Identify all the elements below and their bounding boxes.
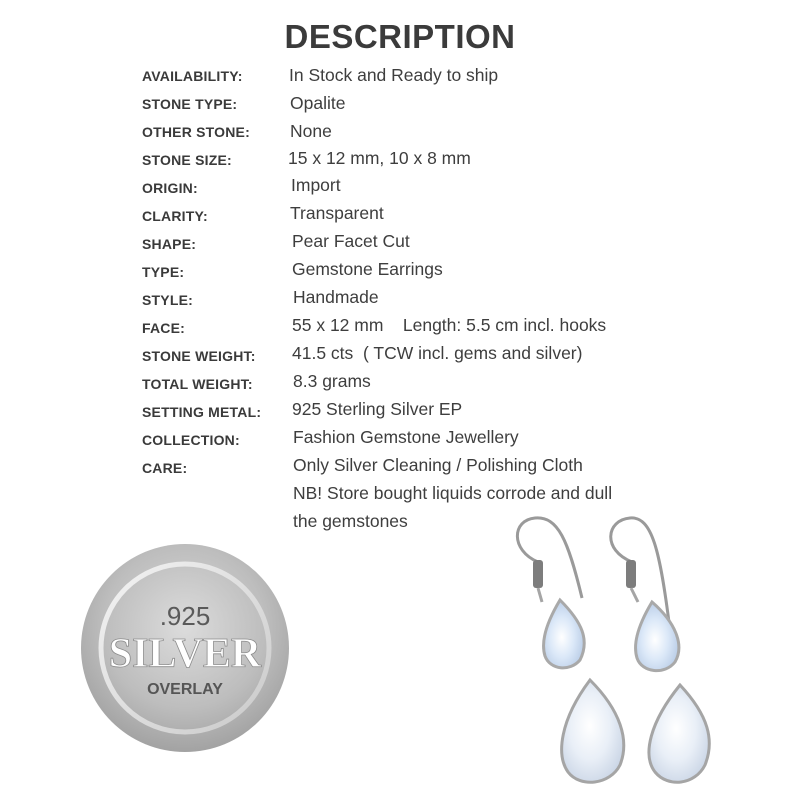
spec-label-style: STYLE: — [142, 292, 193, 308]
left-large-stone — [562, 680, 624, 782]
earring-left — [517, 518, 623, 782]
spec-value-collection: Fashion Gemstone Jewellery — [293, 427, 519, 447]
spec-value-care: Only Silver Cleaning / Polishing Cloth — [293, 455, 583, 475]
spec-value-stone-size: 15 x 12 mm, 10 x 8 mm — [288, 148, 471, 168]
spec-label-total-weight: TOTAL WEIGHT: — [142, 376, 253, 392]
badge-metal: SILVER — [108, 631, 262, 677]
earrings-photo — [490, 510, 790, 800]
spec-label-setting-metal: SETTING METAL: — [142, 404, 262, 420]
spec-label-stone-type: STONE TYPE: — [142, 96, 238, 112]
right-small-stone — [635, 602, 678, 671]
spec-value-stone-type: Opalite — [290, 93, 346, 113]
spec-value-type: Gemstone Earrings — [292, 259, 443, 279]
right-link — [631, 588, 638, 602]
spec-value-total-weight: 8.3 grams — [293, 371, 371, 391]
care-note-line-2: the gemstones — [293, 511, 408, 531]
spec-value-style: Handmade — [293, 287, 379, 307]
earrings-illustration — [490, 510, 790, 800]
spec-value-availability: In Stock and Ready to ship — [289, 65, 499, 85]
silver-overlay-badge — [79, 542, 291, 754]
badge-graphic — [79, 542, 291, 754]
spec-label-stone-size: STONE SIZE: — [142, 152, 232, 168]
left-small-stone — [543, 600, 584, 668]
spec-label-face: FACE: — [142, 320, 185, 336]
spec-label-origin: ORIGIN: — [142, 180, 198, 196]
spec-label-availability: AVAILABILITY: — [142, 68, 243, 84]
spec-value-stone-weight: 41.5 cts ( TCW incl. gems and silver) — [292, 343, 583, 363]
left-hook — [517, 518, 582, 598]
spec-label-other-stone: OTHER STONE: — [142, 124, 250, 140]
spec-value-setting-metal: 925 Sterling Silver EP — [292, 399, 463, 419]
care-note-line-1: NB! Store bought liquids corrode and dull — [293, 483, 613, 503]
spec-label-collection: COLLECTION: — [142, 432, 240, 448]
left-link — [538, 588, 542, 602]
page-title: DESCRIPTION — [284, 18, 516, 55]
badge-type: OVERLAY — [147, 681, 223, 698]
spec-label-shape: SHAPE: — [142, 236, 197, 252]
spec-value-other-stone: None — [290, 121, 332, 141]
spec-label-type: TYPE: — [142, 264, 185, 280]
right-large-stone — [649, 685, 709, 782]
spec-value-origin: Import — [291, 175, 341, 195]
left-coil — [533, 560, 543, 588]
spec-label-clarity: CLARITY: — [142, 208, 208, 224]
badge-purity: .925 — [159, 601, 211, 631]
spec-label-stone-weight: STONE WEIGHT: — [142, 348, 256, 364]
spec-value-face: 55 x 12 mm Length: 5.5 cm incl. hooks — [292, 315, 607, 335]
earring-right — [611, 518, 710, 782]
spec-value-shape: Pear Facet Cut — [292, 231, 410, 251]
right-coil — [626, 560, 636, 588]
spec-label-care: CARE: — [142, 460, 188, 476]
spec-value-clarity: Transparent — [290, 203, 384, 223]
